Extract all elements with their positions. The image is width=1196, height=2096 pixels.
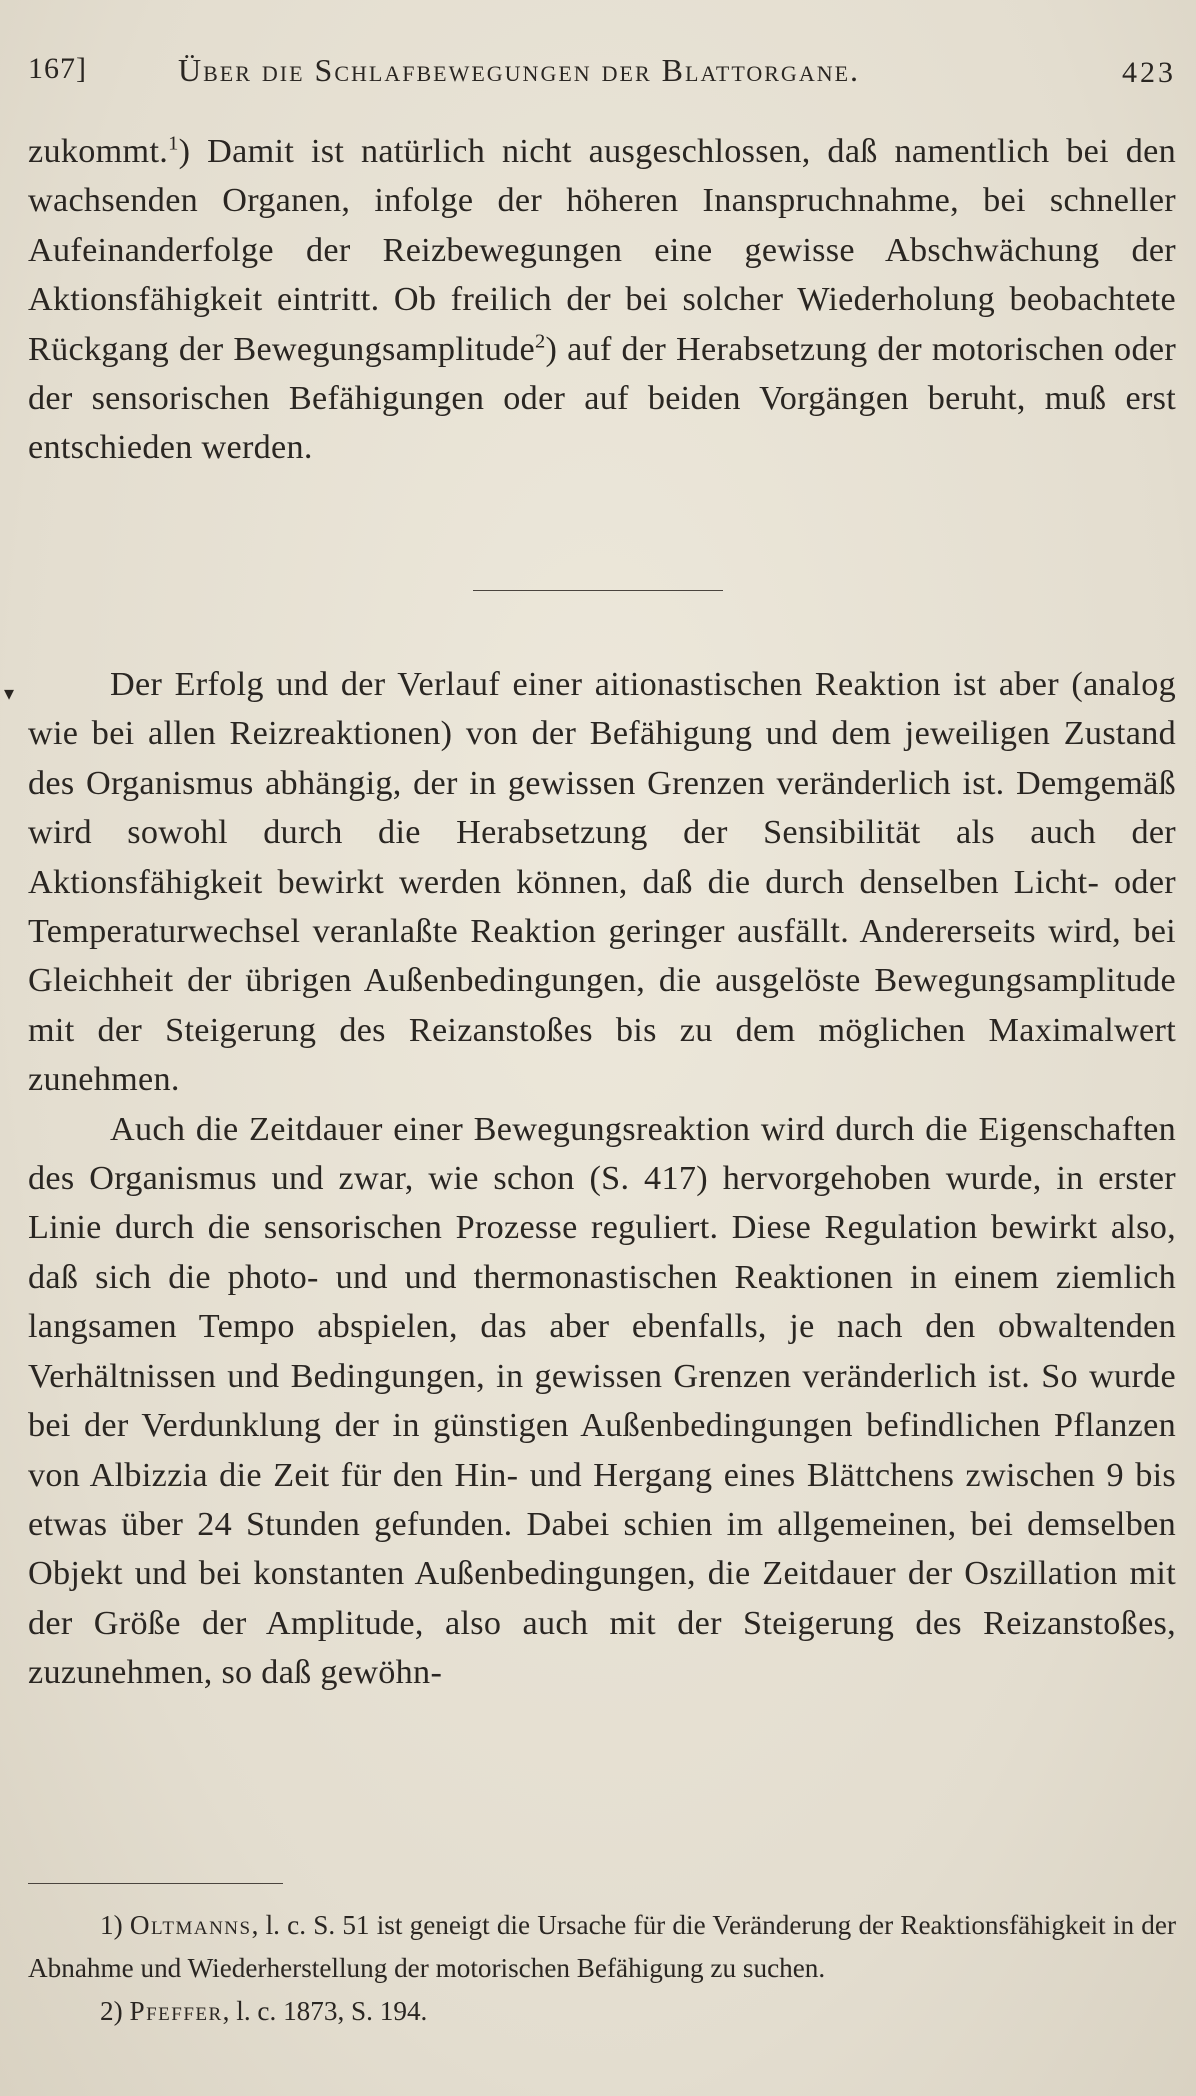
- footnote-ref-1[interactable]: 1: [168, 132, 179, 155]
- running-title: Über die Schlafbewegungen der Blattorgane.: [178, 52, 861, 88]
- footnote-2: [28, 1990, 1176, 2033]
- footnotes: [28, 1904, 1176, 2033]
- footnote-ref-2[interactable]: 2: [534, 330, 546, 353]
- paragraph1-text-a: zukommt.: [28, 133, 169, 170]
- paragraph-3: Auch die Zeitdauer einer Bewegungsreaktion wird durch die Eigenschaften des Organismus und zwar, wie schon (S. 417) hervorgehoben wurde, in erster Linie durch die sensorischen Prozesse reguliert. Diese Regulation bewirkt also, daß sich die photo- und und thermonastischen Reaktionen in einem ziemlich langsamen Tempo abspielen, das aber ebenfalls, je nach den obwaltenden Verhältnissen und Bedingungen, in gewissen Grenzen veränderlich ist. So wurde bei der Verdunklung der in günstigen Außenbedingungen befindlichen Pflanzen von Albizzia die Zeit für den Hin- und Hergang eines Blättchens zwischen 9 bis etwas über 24 Stunden gefunden. Dabei schien im allgemeinen, bei demselben Objekt und bei konstanten Außenbedingungen, die Zeitdauer der Oszillation mit der Größe der Amplitude, also auch mit der Steigerung des Reizanstoßes, zuzunehmen, so daß gewöhn-: [28, 1110, 1176, 1692]
- footnote-1: [28, 1904, 1176, 1990]
- paragraph-2: Der Erfolg und der Verlauf einer aitionastischen Reaktion ist aber (analog wie bei allen Reizreaktionen) von der Befähigung und dem jeweiligen Zustand des Organismus abhängig, der in gewissen Grenzen veränderlich ist. Demgemäß wird sowohl durch die Herabsetzung der Sensibilität als auch der Aktionsfähigkeit bewirkt werden können, daß die durch denselben Licht- oder Temperaturwechsel veranlaßte Reaktion geringer ausfällt. Andererseits wird, bei Gleichheit der übrigen Außenbedingungen, die ausgelöste Bewegungsamplitude mit der Steigerung des Reizanstoßes bis zu dem möglichen Maximalwert zunehmen.: [28, 666, 1176, 1099]
- main-text: [28, 660, 1176, 1698]
- footnote-1-author: Oltmanns: [129, 1910, 252, 1940]
- footnote-divider: [28, 1883, 283, 1884]
- page-number-left: 167]: [28, 52, 87, 85]
- footnote-1-marker: 1): [100, 1910, 123, 1940]
- paragraph1-text-c: ) auf der Herabsetzung der motorischen oder der sensorischen Befähigungen oder auf beiden Vorgängen beruht, muß erst entschieden werden.: [28, 330, 1176, 467]
- footnote-1-text: , l. c. S. 51 ist geneigt die Ursache für die Veränderung der Reaktionsfähigkeit in der Abnahme und Wiederherstellung der motorischen Befähigung zu suchen.: [28, 1910, 1176, 1983]
- section-divider: [473, 590, 723, 591]
- page-number: 423: [1122, 56, 1176, 89]
- footnote-2-marker: 2): [100, 1996, 123, 2026]
- margin-mark: ▾: [4, 683, 15, 705]
- paragraph-continuation: [28, 127, 1176, 473]
- footnote-2-author: Pfeffer: [129, 1996, 223, 2026]
- paragraph1-text-b: ) Damit ist natürlich nicht ausgeschlossen, daß namentlich bei den wachsenden Organen, infolge der höheren Inanspruchnahme, bei schneller Aufeinanderfolge der Reizbewegungen eine gewisse Abschwächung der Aktionsfähigkeit eintritt. Ob freilich der bei solcher Wiederholung beobachtete Rückgang der Bewegungsamplitude: [28, 133, 1176, 368]
- footnote-2-text: , l. c. 1873, S. 194.: [222, 1996, 428, 2026]
- running-header: [28, 52, 1176, 100]
